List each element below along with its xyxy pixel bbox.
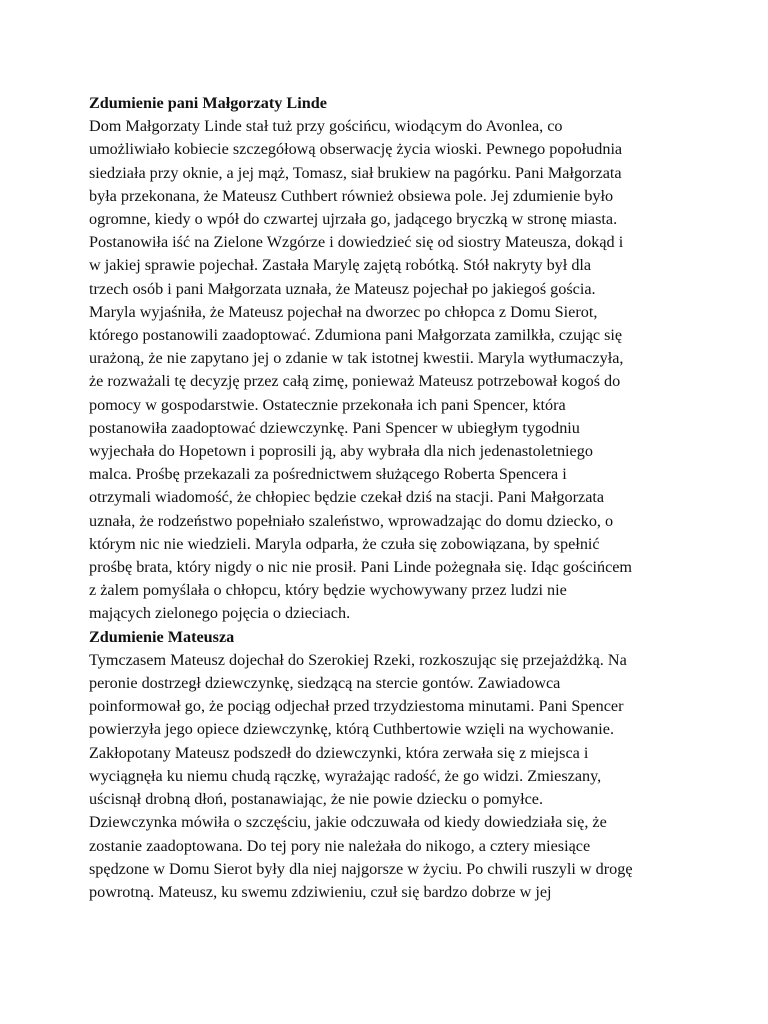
text-line: poinformował go, że pociąg odjechał przed trzydziestoma minutami. Pani Spencer	[89, 697, 624, 716]
text-line: pomocy w gospodarstwie. Ostatecznie przekonała ich pani Spencer, która	[89, 395, 566, 414]
text-line: siedziała przy oknie, a jej mąż, Tomasz, siał brukiew na pagórku. Pani Małgorzata	[89, 163, 622, 182]
text-line: którym nic nie wiedzieli. Maryla odparła, że czuła się zobowiązana, by spełnić	[89, 534, 600, 553]
text-line: Tymczasem Mateusz dojechał do Szerokiej Rzeki, rozkoszując się przejażdżką. Na	[89, 650, 627, 669]
text-line: wyjechała do Hopetown i poprosili ją, aby wybrała dla nich jedenastoletniego	[89, 442, 593, 461]
text-line: z żalem pomyślała o chłopcu, który będzie wychowywany przez ludzi nie	[89, 581, 567, 600]
text-line: że rozważali tę decyzję przez całą zimę, ponieważ Mateusz potrzebował kogoś do	[89, 372, 621, 391]
text-line: w jakiej sprawie pojechał. Zastała Marylę zajętą robótką. Stół nakryty był dla	[89, 256, 592, 275]
text-line: otrzymali wiadomość, że chłopiec będzie czekał dziś na stacji. Pani Małgorzata	[89, 488, 605, 507]
text-line: Dom Małgorzaty Linde stał tuż przy gościńcu, wiodącym do Avonlea, co	[89, 117, 563, 136]
section-heading: Zdumienie pani Małgorzaty Linde	[89, 94, 327, 112]
text-line: mających zielonego pojęcia o dzieciach.	[89, 604, 351, 623]
text-line: powierzyła jego opiece dziewczynkę, którą Cuthbertowie wzięli na wychowanie.	[89, 720, 614, 739]
text-line: peronie dostrzegł dziewczynkę, siedzącą na stercie gontów. Zawiadowca	[89, 674, 561, 693]
text-line: powrotną. Mateusz, ku swemu zdziwieniu, czuł się bardzo dobrze w jej	[89, 882, 552, 901]
text-line: uścisnął drobną dłoń, postanawiając, że nie powie dziecku o pomyłce.	[89, 790, 544, 809]
text-line: Postanowiła iść na Zielone Wzgórze i dowiedzieć się od siostry Mateusza, dokąd i	[89, 233, 624, 252]
text-line: którego postanowili zaadoptować. Zdumiona pani Małgorzata zamilkła, czując się	[89, 326, 623, 345]
text-line: Maryla wyjaśniła, że Mateusz pojechał na dworzec po chłopca z Domu Sierot,	[89, 302, 598, 321]
text-line: postanowiła zaadoptować dziewczynkę. Pani Spencer w ubiegłym tygodniu	[89, 418, 580, 437]
text-line: ogromne, kiedy o wpół do czwartej ujrzała go, jadącego bryczką w stronę miasta.	[89, 210, 618, 229]
section-body	[89, 115, 689, 625]
text-line: była przekonana, że Mateusz Cuthbert również obsiewa pole. Jej zdumienie było	[89, 186, 614, 205]
text-line: prośbę brata, który nigdy o nic nie prosił. Pani Linde pożegnała się. Idąc gościńcem	[89, 558, 633, 577]
text-line: spędzone w Domu Sierot były dla niej najgorsze w życiu. Po chwili ruszyli w drogę	[89, 859, 633, 878]
text-line: malca. Prośbę przekazali za pośrednictwem służącego Roberta Spencera i	[89, 465, 567, 484]
text-line: urażoną, że nie zapytano jej o zdanie w tak istotnej kwestii. Maryla wytłumaczyła,	[89, 349, 624, 368]
text-line: trzech osób i pani Małgorzata uznała, że Mateusz pojechał po jakiegoś gościa.	[89, 279, 596, 298]
text-line: wyciągnęła ku niemu chudą rączkę, wyrażając radość, że go widzi. Zmieszany,	[89, 766, 602, 785]
text-line: Dziewczynka mówiła o szczęściu, jakie odczuwała od kiedy dowiedziała się, że	[89, 813, 607, 832]
section-mateusz	[89, 626, 689, 904]
document-page	[89, 92, 689, 904]
section-heading: Zdumienie Mateusza	[89, 627, 235, 646]
text-line: umożliwiało kobiecie szczegółową obserwację życia wioski. Pewnego popołudnia	[89, 140, 623, 159]
text-line: uznała, że rodzeństwo popełniało szaleństwo, wprowadzając do domu dziecko, o	[89, 511, 614, 530]
section-linde	[89, 92, 689, 626]
text-line: Zakłopotany Mateusz podszedł do dziewczynki, która zerwała się z miejsca i	[89, 743, 589, 762]
text-line: zostanie zaadoptowana. Do tej pory nie należała do nikogo, a cztery miesiące	[89, 836, 591, 855]
section-body	[89, 649, 689, 904]
